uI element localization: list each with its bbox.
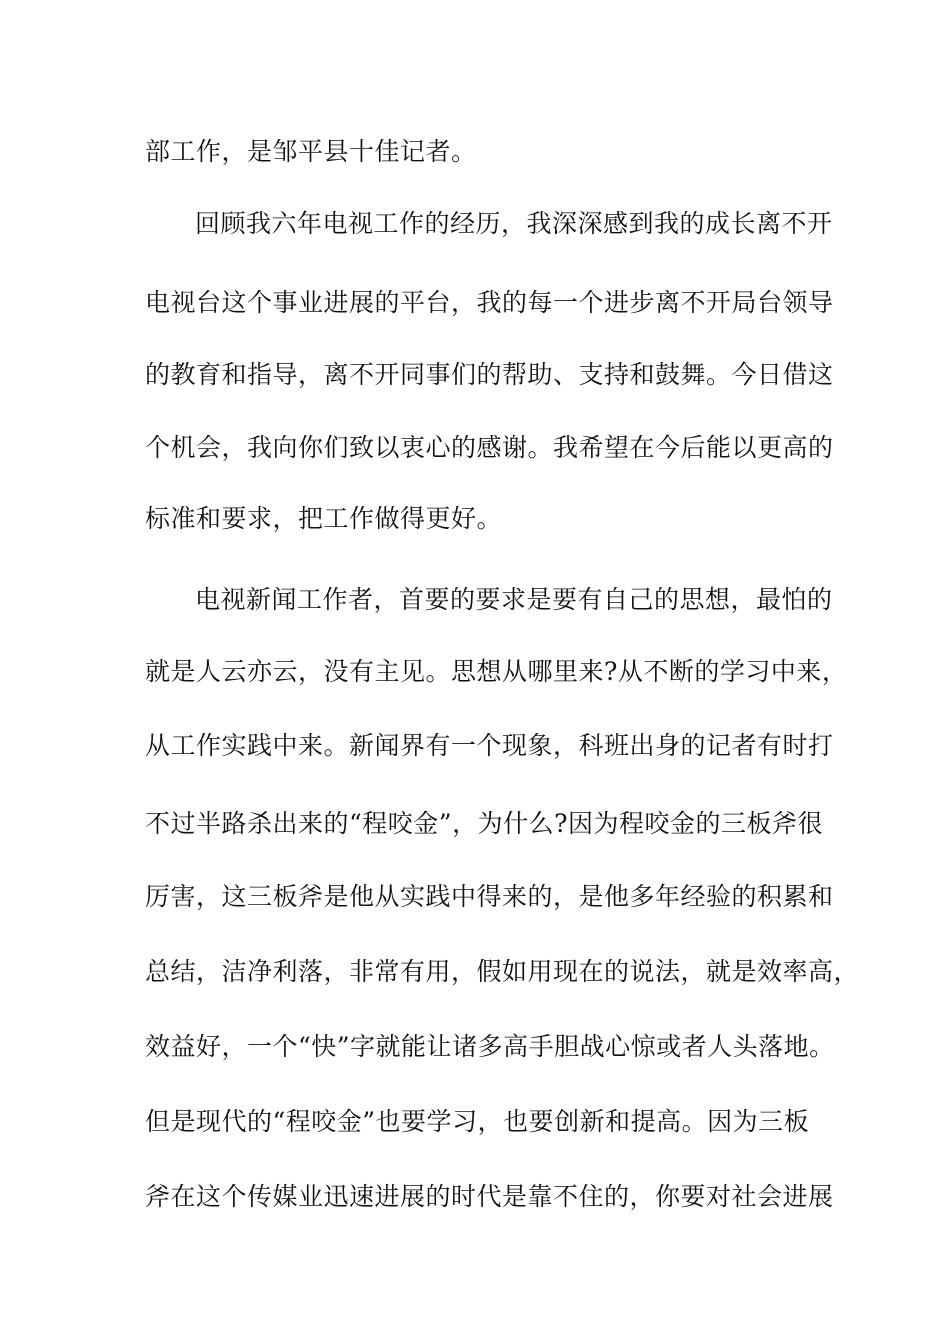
text-line: 的教育和指导，离不开同事们的帮助、支持和鼓舞。今日借这 <box>145 360 834 389</box>
text-line: 效益好，一个“快”字就能让诸多高手胆战心惊或者人头落地。 <box>145 1032 835 1061</box>
text-line: 标准和要求，把工作做得更好。 <box>145 504 503 533</box>
text-line: 部工作，是邹平县十佳记者。 <box>145 137 477 166</box>
text-line: 但是现代的“程咬金”也要学习，也要创新和提高。因为三板 <box>145 1107 810 1136</box>
text-line: 不过半路杀出来的“程咬金”，为什么?因为程咬金的三板斧很 <box>145 809 823 838</box>
paragraph-first-line: 电视新闻工作者，首要的要求是要有自己的思想，最怕的 <box>195 585 833 614</box>
paragraph-first-line: 回顾我六年电视工作的经历，我深深感到我的成长离不开 <box>195 209 833 238</box>
text-line: 总结，洁净利落，非常有用，假如用现在的说法，就是效率高， <box>145 957 860 986</box>
text-line: 个机会，我向你们致以衷心的感谢。我希望在今后能以更高的 <box>145 433 834 462</box>
text-line: 就是人云亦云，没有主见。思想从哪里来?从不断的学习中来， <box>145 657 848 686</box>
text-line: 斧在这个传媒业迅速进展的时代是靠不住的，你要对社会进展 <box>145 1182 834 1211</box>
text-line: 厉害，这三板斧是他从实践中得来的，是他多年经验的积累和 <box>145 882 834 911</box>
text-line: 电视台这个事业进展的平台，我的每一个进步离不开局台领导 <box>145 288 834 317</box>
text-line: 从工作实践中来。新闻界有一个现象，科班出身的记者有时打 <box>145 731 834 760</box>
